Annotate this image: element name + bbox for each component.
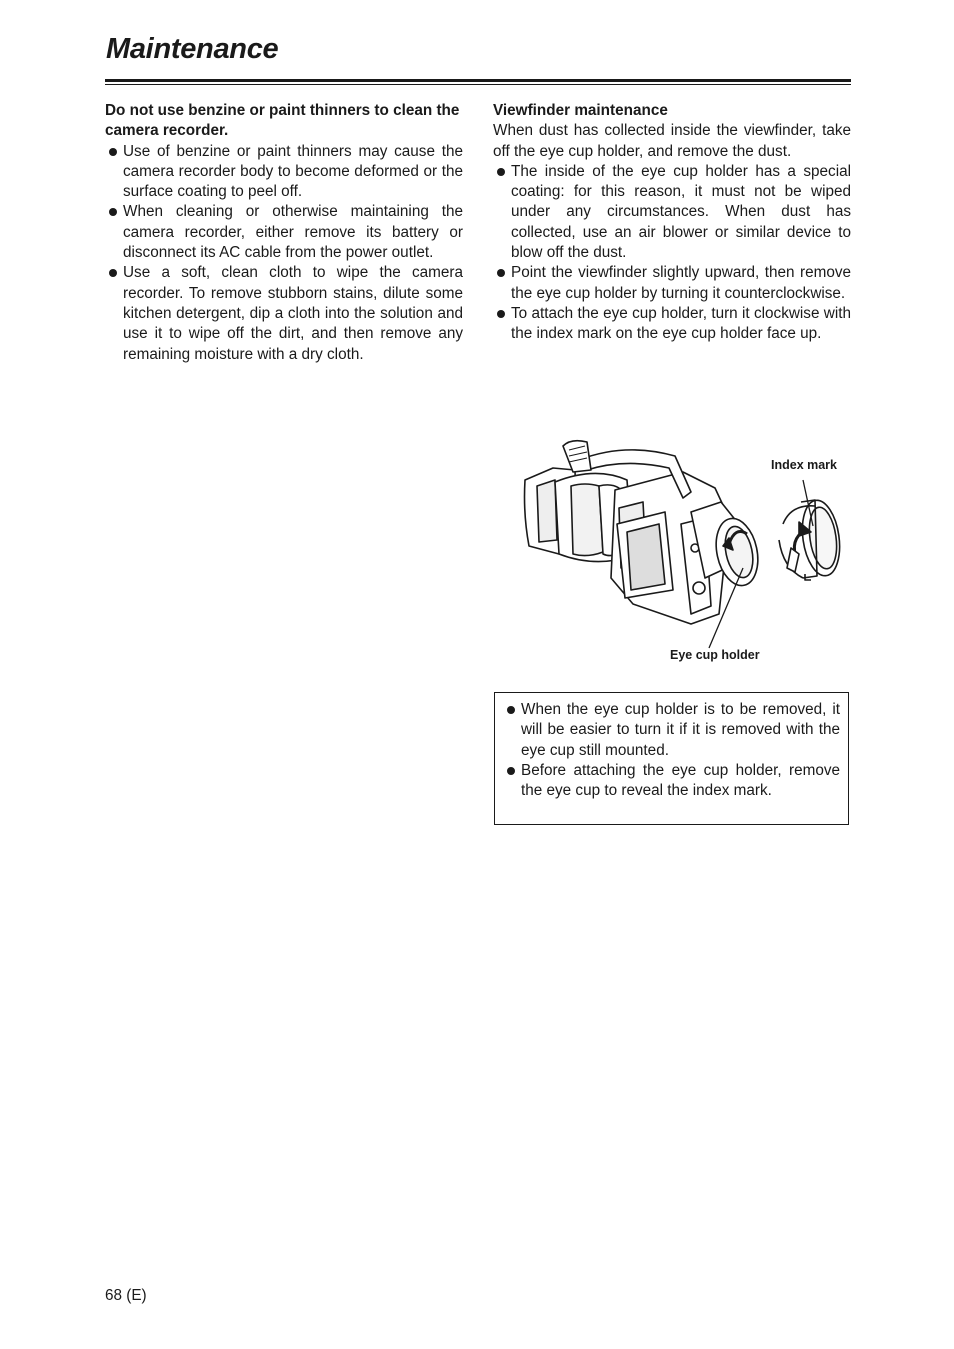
cleaning-bullet-list: [105, 142, 463, 365]
left-column: [105, 101, 463, 365]
list-item: To attach the eye cup holder, turn it clockwise with the index mark on the eye cup holder face up.: [493, 304, 851, 345]
camera-illustration: [515, 428, 855, 668]
eye-cup-holder-label: Eye cup holder: [670, 648, 760, 662]
bullet-icon: [507, 767, 515, 775]
bullet-icon: [109, 269, 117, 277]
list-item: When the eye cup holder is to be removed, it will be easier to turn it if it is removed with the eye cup still mounted.: [503, 700, 840, 761]
list-item: Use of benzine or paint thinners may cause the camera recorder body to become deformed or the surface coating to peel off.: [105, 142, 463, 203]
viewfinder-bullet-list: [493, 162, 851, 345]
viewfinder-heading: Viewfinder maintenance: [493, 102, 668, 119]
bullet-icon: [109, 148, 117, 156]
list-item: Use a soft, clean cloth to wipe the camera recorder. To remove stubborn stains, dilute some kitchen detergent, dip a cloth into the solution and use it to wipe off the dirt, and then remove any remaining moisture with a dry cloth.: [105, 263, 463, 364]
note-box: [494, 692, 849, 825]
title-rule-thin: [105, 84, 851, 85]
note-bullet-list: [503, 700, 840, 801]
list-item: Before attaching the eye cup holder, remove the eye cup to reveal the index mark.: [503, 761, 840, 802]
page-title: Maintenance: [106, 33, 279, 65]
title-rule-thick: [105, 79, 851, 82]
bullet-icon: [507, 706, 515, 714]
bullet-icon: [109, 208, 117, 216]
bullet-icon: [497, 168, 505, 176]
list-item: The inside of the eye cup holder has a special coating: for this reason, it must not be wiped under any circumstances. When dust has collected, use an air blower or similar device to blow off the dust.: [493, 162, 851, 263]
bullet-icon: [497, 269, 505, 277]
list-item: Point the viewfinder slightly upward, then remove the eye cup holder by turning it counterclockwise.: [493, 263, 851, 304]
page-number: 68 (E): [105, 1287, 147, 1304]
right-column: [493, 101, 851, 345]
cleaning-warning-heading: Do not use benzine or paint thinners to clean the camera recorder.: [105, 102, 460, 140]
bullet-icon: [497, 310, 505, 318]
viewfinder-intro: When dust has collected inside the viewfinder, take off the eye cup holder, and remove the dust.: [493, 122, 851, 160]
index-mark-label: Index mark: [771, 458, 838, 472]
list-item: When cleaning or otherwise maintaining the camera recorder, either remove its battery or disconnect its AC cable from the power outlet.: [105, 202, 463, 263]
microphone: [563, 441, 591, 472]
